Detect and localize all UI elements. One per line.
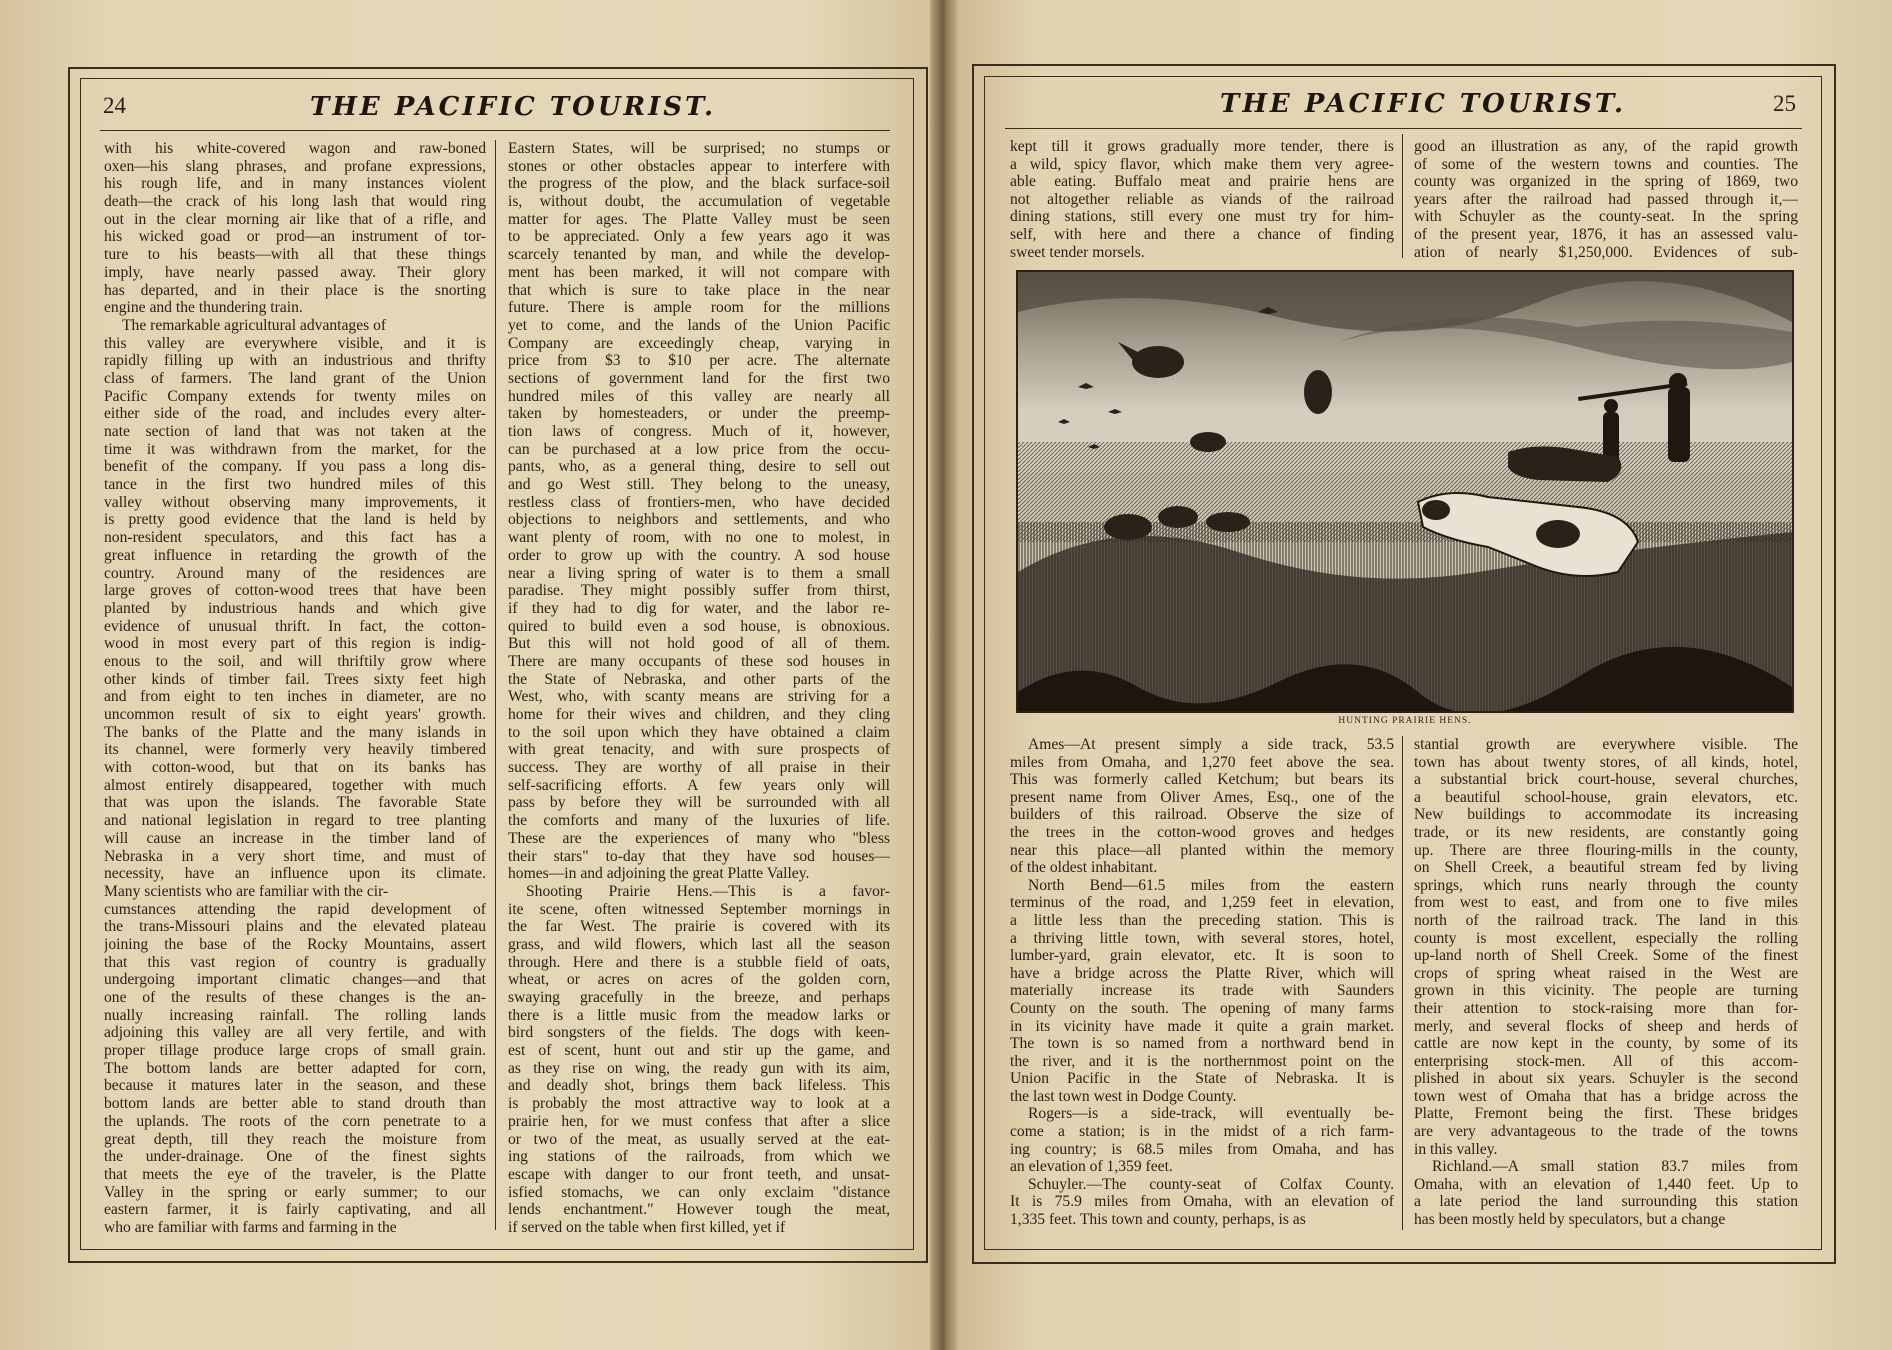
text-line: proper tillage produce large crops of small grain. <box>104 1042 486 1060</box>
text-line: Union Pacific in the State of Nebraska. It is <box>1010 1070 1394 1088</box>
text-line: one of the results of these changes is the an- <box>104 989 486 1006</box>
illustration-caption: HUNTING PRAIRIE HENS. <box>1338 716 1472 726</box>
book-gutter <box>930 0 958 1350</box>
text-line: if served on the table when first killed, yet if <box>508 1218 786 1236</box>
text-line: terminus of the road, and 1,259 feet in elevation, <box>1010 894 1394 912</box>
text-line: wood in most every part of this region is indig- <box>104 635 486 653</box>
text-line: Pacific Company extends for twenty miles on <box>104 387 486 405</box>
text-line: is pretty good evidence that the land is held by <box>104 511 486 529</box>
text-line: joining the base of the Rocky Mountains, assert <box>104 935 486 953</box>
text-line: Ames—At present simply a side track, 53.5 <box>1028 736 1394 753</box>
text-line: to the soil upon which they have obtained a claim <box>508 723 890 741</box>
text-line: of some of the western towns and counties. The <box>1414 155 1798 173</box>
text-line: is probably the most attractive way to look at a <box>508 1095 890 1113</box>
hunting-prairie-hens-engraving <box>1016 270 1794 713</box>
text-line: escape with danger to our front teeth, and unsat- <box>508 1165 890 1183</box>
text-line: prairie hen, for we must confess that after a slice <box>508 1112 890 1130</box>
text-line: will cause an increase in the timber land of <box>104 829 486 847</box>
text-line: this valley are everywhere visible, and it is <box>104 334 486 352</box>
text-line: These are the experiences of many who "bless <box>508 829 890 847</box>
text-line: The remarkable agricultural advantages of <box>122 316 387 334</box>
text-line: class of farmers. The land grant of the Union <box>104 369 486 387</box>
left-column-rule <box>495 140 496 1230</box>
text-line: the trees in the cotton-wood groves and hedges <box>1010 823 1394 841</box>
text-line: near a living spring of water is to them a small <box>508 564 890 582</box>
text-line: north of the railroad track. The land in this <box>1414 911 1798 929</box>
text-line: stantial growth are everywhere visible. The <box>1414 736 1798 753</box>
text-line: a substantial brick court-house, several churches, <box>1414 771 1798 789</box>
text-line: there is a little music from the meadow larks or <box>508 1006 890 1024</box>
text-line: undergoing important climatic changes—and that <box>104 971 486 989</box>
text-line: Richland.—A small station 83.7 miles from <box>1432 1158 1798 1176</box>
text-line: the river, and it is the northernmost point on the <box>1010 1052 1394 1070</box>
text-line: crops of spring wheat raised in the West are <box>1414 964 1798 982</box>
text-line: good an illustration as any, of the rapid growth <box>1414 138 1798 155</box>
text-line: have a bridge across the Platte River, which will <box>1010 964 1394 982</box>
text-line: est of scent, hunt out and stir up the game, and <box>508 1042 890 1060</box>
text-line: is, without doubt, the accumulation of vegetable <box>508 193 890 211</box>
text-line: large groves of cotton-wood trees that have been <box>104 582 486 600</box>
text-line: self-sacrificing efforts. A few years only will <box>508 776 890 794</box>
text-line: because it matures later in the season, and these <box>104 1077 486 1095</box>
text-line: The banks of the Platte and the many islands in <box>104 723 486 741</box>
text-line: non-resident speculators, and this fact has a <box>104 529 486 547</box>
text-line: There are many occupants of these sod houses in <box>508 652 890 670</box>
text-line: that this vast region of country is gradually <box>104 953 486 971</box>
text-line: future. There is ample room for the millions <box>508 299 890 317</box>
text-line: lends enchantment." However tough the meat, <box>508 1201 890 1219</box>
text-line: Platte, Fremont being the first. These bridges <box>1414 1105 1798 1123</box>
right-running-title: THE PACIFIC TOURIST. <box>1220 89 1627 119</box>
text-line: County on the south. The opening of many farms <box>1010 999 1394 1017</box>
text-line: success. They are worthy of all praise in their <box>508 759 890 777</box>
text-line: lumber-yard, grain elevator, etc. It is soon to <box>1010 947 1394 965</box>
text-line: sections of government land for the first two <box>508 369 890 387</box>
text-line: Valley in the spring or early summer; to our <box>104 1183 486 1201</box>
text-line: its channel, were formerly very heavily timbered <box>104 741 486 759</box>
text-line: materially increase its trade with Saunders <box>1010 982 1394 1000</box>
text-line: ing stations of the railroads, from which we <box>508 1148 890 1166</box>
text-line: years after the railroad had passed through it,— <box>1414 190 1798 208</box>
text-line: death—the crack of his long lash that would ring <box>104 193 486 211</box>
text-line: trade, or its new residents, are constantly going <box>1414 823 1798 841</box>
text-line: county is most excellent, especially the rolling <box>1414 929 1798 947</box>
text-line: county was organized in the spring of 1869, two <box>1414 173 1798 191</box>
text-line: a late period the land surrounding this station <box>1414 1193 1798 1211</box>
text-line: with great tenacity, and with sure prospects of <box>508 741 890 759</box>
text-line: a beautiful school-house, grain elevators, etc. <box>1414 788 1798 806</box>
right-bottom-column-rule <box>1402 736 1403 1230</box>
text-line: The bottom lands are better adapted for corn, <box>104 1059 486 1077</box>
text-line: self, with here and there a chance of finding <box>1010 225 1394 243</box>
text-line: and from eight to ten inches in diameter, are no <box>104 688 486 706</box>
text-line: tance in the first two hundred miles of this <box>104 476 486 494</box>
text-line: their stars" to-day that they have sod houses— <box>508 847 890 865</box>
text-line: his rough life, and in many instances violent <box>104 175 486 193</box>
text-line: that which is sure to take place in the near <box>508 281 890 299</box>
text-line: planted by industrious hands and which give <box>104 599 486 617</box>
text-line: But this will not hold good of all of them. <box>508 635 890 653</box>
text-line: bird songsters of the fields. The dogs with keen- <box>508 1024 890 1042</box>
text-line: oxen—his slang phrases, and profane expressions, <box>104 157 486 175</box>
text-line: and deadly shot, brings them back lifeless. This <box>508 1077 890 1095</box>
engraving-drawing <box>1018 272 1792 711</box>
text-line: either side of the road, and includes every alter- <box>104 405 486 423</box>
right-top-column-rule <box>1402 134 1403 258</box>
text-line: plished in about six years. Schuyler is the second <box>1414 1070 1798 1088</box>
left-page-number: 24 <box>103 93 126 118</box>
text-line: a thriving little town, with several stores, hotel, <box>1010 929 1394 947</box>
text-line: the uplands. The roots of the corn penetrate to a <box>104 1112 486 1130</box>
text-line: come a station; is in the midst of a rich farm- <box>1010 1123 1394 1141</box>
text-line: from west to east, and from one to five miles <box>1414 894 1798 912</box>
right-bottom-column-2 <box>1414 736 1798 1229</box>
text-line: has been mostly held by speculators, but a change <box>1414 1211 1726 1229</box>
text-line: matter for ages. The Platte Valley must be seen <box>508 210 890 228</box>
text-line: up-land north of Shell Creek. Some of the finest <box>1414 947 1798 965</box>
text-line: home for their wives and children, and they cling <box>508 706 890 723</box>
text-line: uncommon result of six to eight years' growth. <box>104 706 486 723</box>
text-line: town west of Omaha that has a bridge across the <box>1414 1087 1798 1105</box>
right-top-column-1 <box>1010 138 1394 261</box>
text-line: The town is so named from a northward bend in <box>1010 1035 1394 1053</box>
text-line: the under-drainage. One of the finest sights <box>104 1148 486 1166</box>
text-line: West, who, with scanty means are striving for a <box>508 688 890 706</box>
text-line: of the oldest inhabitant. <box>1010 859 1158 877</box>
text-line: ment has been marked, it will not compare with <box>508 263 890 281</box>
text-line: the far West. The prairie is covered with its <box>508 918 890 936</box>
text-line: dining stations, still every one must try for him- <box>1010 208 1394 226</box>
text-line: present name from Oliver Ames, Esq., one of the <box>1010 788 1394 806</box>
text-line: ing country; is 68.5 miles from Omaha, and has <box>1010 1140 1394 1158</box>
text-line: enterprising stock-men. All of this accom- <box>1414 1052 1798 1070</box>
text-line: the State of Nebraska, and other parts of the <box>508 670 890 688</box>
text-line: tion laws of congress. Much of it, however, <box>508 423 890 440</box>
text-line: paradise. They might possibly suffer from thirst, <box>508 582 890 600</box>
text-line: the trans-Missouri plains and the elevated plateau <box>104 918 486 936</box>
text-line: restless class of frontiers-men, who have decided <box>508 493 890 511</box>
text-line: of the present year, 1876, it has an assessed valu- <box>1414 225 1798 243</box>
text-line: grown in this vicinity. The people are turning <box>1414 982 1798 1000</box>
text-line: valley without observing many improvements, it <box>104 493 486 511</box>
text-line: not altogether reliable as viands of the railroad <box>1010 190 1394 208</box>
text-line: out in the clear morning air like that of a rifle, and <box>104 210 486 228</box>
text-line: and go West still. They belong to the uneasy, <box>508 476 890 494</box>
text-line: in this valley. <box>1414 1140 1498 1158</box>
text-line: benefit of the company. If you pass a long dis- <box>104 458 486 476</box>
text-line: nually increasing rainfall. The rolling lands <box>104 1006 486 1024</box>
left-column-2 <box>508 140 890 1237</box>
text-line: want plenty of room, with no one to molest, in <box>508 529 890 547</box>
text-line: great depth, till they reach the moisture from <box>104 1130 486 1148</box>
text-line: to be appreciated. Only a few years ago it was <box>508 228 890 246</box>
text-line: with Schuyler as the county-seat. In the spring <box>1414 208 1798 226</box>
text-line: springs, which runs nearly through the county <box>1414 876 1798 894</box>
text-line: up. There are three flouring-mills in the county, <box>1414 841 1798 859</box>
text-line: on Shell Creek, a beautiful stream fed by living <box>1414 859 1798 877</box>
right-header-rule <box>1005 128 1802 129</box>
text-line: rapidly filling up with an industrious and thrifty <box>104 352 486 370</box>
text-line: North Bend—61.5 miles from the eastern <box>1028 876 1394 894</box>
text-line: Rogers—is a side-track, will eventually be- <box>1028 1105 1394 1123</box>
text-line: imply, have nearly passed away. Their glory <box>104 263 486 281</box>
text-line: necessity, have an influence upon its climate. <box>104 865 486 883</box>
text-line: engine and the thundering train. <box>104 299 303 317</box>
right-bottom-column-1 <box>1010 736 1394 1229</box>
text-line: Eastern States, will be surprised; no stumps or <box>508 140 890 157</box>
text-line: adjoining this valley are all very fertile, and with <box>104 1024 486 1042</box>
text-line: as they rise on wing, the ready gun with its aim, <box>508 1059 890 1077</box>
text-line: in its vicinity have made it quite a grain market. <box>1010 1017 1394 1035</box>
text-line: isfied stomachs, we can only exclaim "distance <box>508 1183 890 1201</box>
text-line: Schuyler.—The county-seat of Colfax County. <box>1028 1175 1394 1193</box>
text-line: their attention to stock-raising more than for- <box>1414 999 1798 1017</box>
text-line: that was upon the islands. The favorable State <box>104 794 486 812</box>
text-line: miles from Omaha, and 1,270 feet above the sea. <box>1010 753 1394 771</box>
text-line: bottom lands are better able to stand drouth than <box>104 1095 486 1113</box>
text-line: or two of the meat, as usually served at the eat- <box>508 1130 890 1148</box>
right-top-column-2 <box>1414 138 1798 261</box>
text-line: time it was withdrawn from the market, for the <box>104 440 486 458</box>
text-line: near this place—all planted within the memory <box>1010 841 1394 859</box>
text-line: country. Around many of the residences are <box>104 564 486 582</box>
text-line: 1,335 feet. This town and county, perhaps, is as <box>1010 1211 1306 1229</box>
text-line: wheat, or acres on acres of the golden corn, <box>508 971 890 989</box>
text-line: ite scene, often witnessed September mornings in <box>508 900 890 918</box>
text-line: Many scientists who are familiar with the cir- <box>104 882 389 900</box>
text-line: almost entirely disappeared, together with much <box>104 776 486 794</box>
text-line: great influence in retarding the growth of the <box>104 546 486 564</box>
text-line: taken by homesteaders, or under the preemp- <box>508 405 890 423</box>
text-line: hundred miles of this valley are nearly all <box>508 387 890 405</box>
text-line: if they had to dig for water, and the labor re- <box>508 599 890 617</box>
text-line: pass by before they will be surrounded with all <box>508 794 890 812</box>
text-line: price from $3 to $10 per acre. The alternate <box>508 352 890 370</box>
text-line: an elevation of 1,359 feet. <box>1010 1158 1173 1176</box>
text-line: can be purchased at a low price from the occu- <box>508 440 890 458</box>
text-line: sweet tender morsels. <box>1010 243 1145 261</box>
text-line: his wicked goad or prod—an instrument of tor- <box>104 228 486 246</box>
text-line: builders of this railroad. Observe the size of <box>1010 806 1394 824</box>
text-line: scarcely tenanted by man, and while the develop- <box>508 246 890 264</box>
text-line: other kinds of timber fail. Trees sixty feet high <box>104 670 486 688</box>
text-line: It is 75.9 miles from Omaha, with an elevation of <box>1010 1193 1394 1211</box>
left-column-1 <box>104 140 486 1237</box>
text-line: the progress of the plow, and the black surface-soil <box>508 175 890 193</box>
text-line: homes—in and adjoining the great Platte Valley. <box>508 865 810 883</box>
left-running-title: THE PACIFIC TOURIST. <box>310 92 717 122</box>
text-line: ture to his beasts—with all that these things <box>104 246 486 264</box>
text-line: nate section of land that was not taken at the <box>104 423 486 440</box>
text-line: and national legislation in regard to tree planting <box>104 812 486 830</box>
text-line: Company are exceedingly cheap, varying in <box>508 334 890 352</box>
text-line: through. Here and there is a stubble field of oats, <box>508 953 890 971</box>
right-page-number: 25 <box>1773 91 1796 116</box>
text-line: eastern farmer, it is fairly captivating, and all <box>104 1201 486 1219</box>
text-line: evidence of unusual thrift. In fact, the cotton- <box>104 617 486 635</box>
text-line: Omaha, with an elevation of 1,440 feet. Up to <box>1414 1175 1798 1193</box>
text-line: a wild, spicy flavor, which make them very agree- <box>1010 155 1394 173</box>
text-line: with cotton-wood, but that on its banks has <box>104 759 486 777</box>
text-line: Shooting Prairie Hens.—This is a favor- <box>526 882 890 900</box>
text-line: pants, who, as a general thing, desire to sell out <box>508 458 890 476</box>
text-line: Nebraska in a very short time, and must of <box>104 847 486 865</box>
text-line: cattle are now kept in the county, by some of its <box>1414 1035 1798 1053</box>
text-line: yet to come, and the lands of the Union Pacific <box>508 316 890 334</box>
text-line: enous to the soil, and will thriftily grow where <box>104 652 486 670</box>
text-line: has departed, and in their place is the snorting <box>104 281 486 299</box>
text-line: kept till it grows gradually more tender, there is <box>1010 138 1394 155</box>
text-line: the comforts and many of the luxuries of life. <box>508 812 890 830</box>
text-line: who are familiar with farms and farming in the <box>104 1218 397 1236</box>
text-line: merly, and several flocks of sheep and herds of <box>1414 1017 1798 1035</box>
text-line: swaying gracefully in the breeze, and perhaps <box>508 989 890 1006</box>
text-line: the last town west in Dodge County. <box>1010 1087 1237 1105</box>
text-line: grass, and wild flowers, which last all the season <box>508 935 890 953</box>
text-line: able eating. Buffalo meat and prairie hens are <box>1010 173 1394 191</box>
text-line: are very advantageous to the trade of the towns <box>1414 1123 1798 1141</box>
text-line: New buildings to accommodate its increasing <box>1414 806 1798 824</box>
text-line: town has about twenty stores, of all kinds, hotel, <box>1414 753 1798 771</box>
text-line: order to grow up with the country. A sod house <box>508 546 890 564</box>
text-line: This was formerly called Ketchum; but bears its <box>1010 771 1394 789</box>
text-line: objections to neighbors and settlements, and who <box>508 511 890 529</box>
text-line: cumstances attending the rapid development of <box>104 900 486 918</box>
text-line: ation of nearly $1,250,000. Evidences of sub- <box>1414 243 1798 261</box>
text-line: with his white-covered wagon and raw-boned <box>104 140 486 157</box>
text-line: quired to build even a sod house, is obnoxious. <box>508 617 890 635</box>
left-header-rule <box>100 130 890 131</box>
text-line: stones or other obstacles appear to interfere with <box>508 157 890 175</box>
text-line: a little less than the preceding station. This is <box>1010 911 1394 929</box>
text-line: that meets the eye of the traveler, is the Platte <box>104 1165 486 1183</box>
